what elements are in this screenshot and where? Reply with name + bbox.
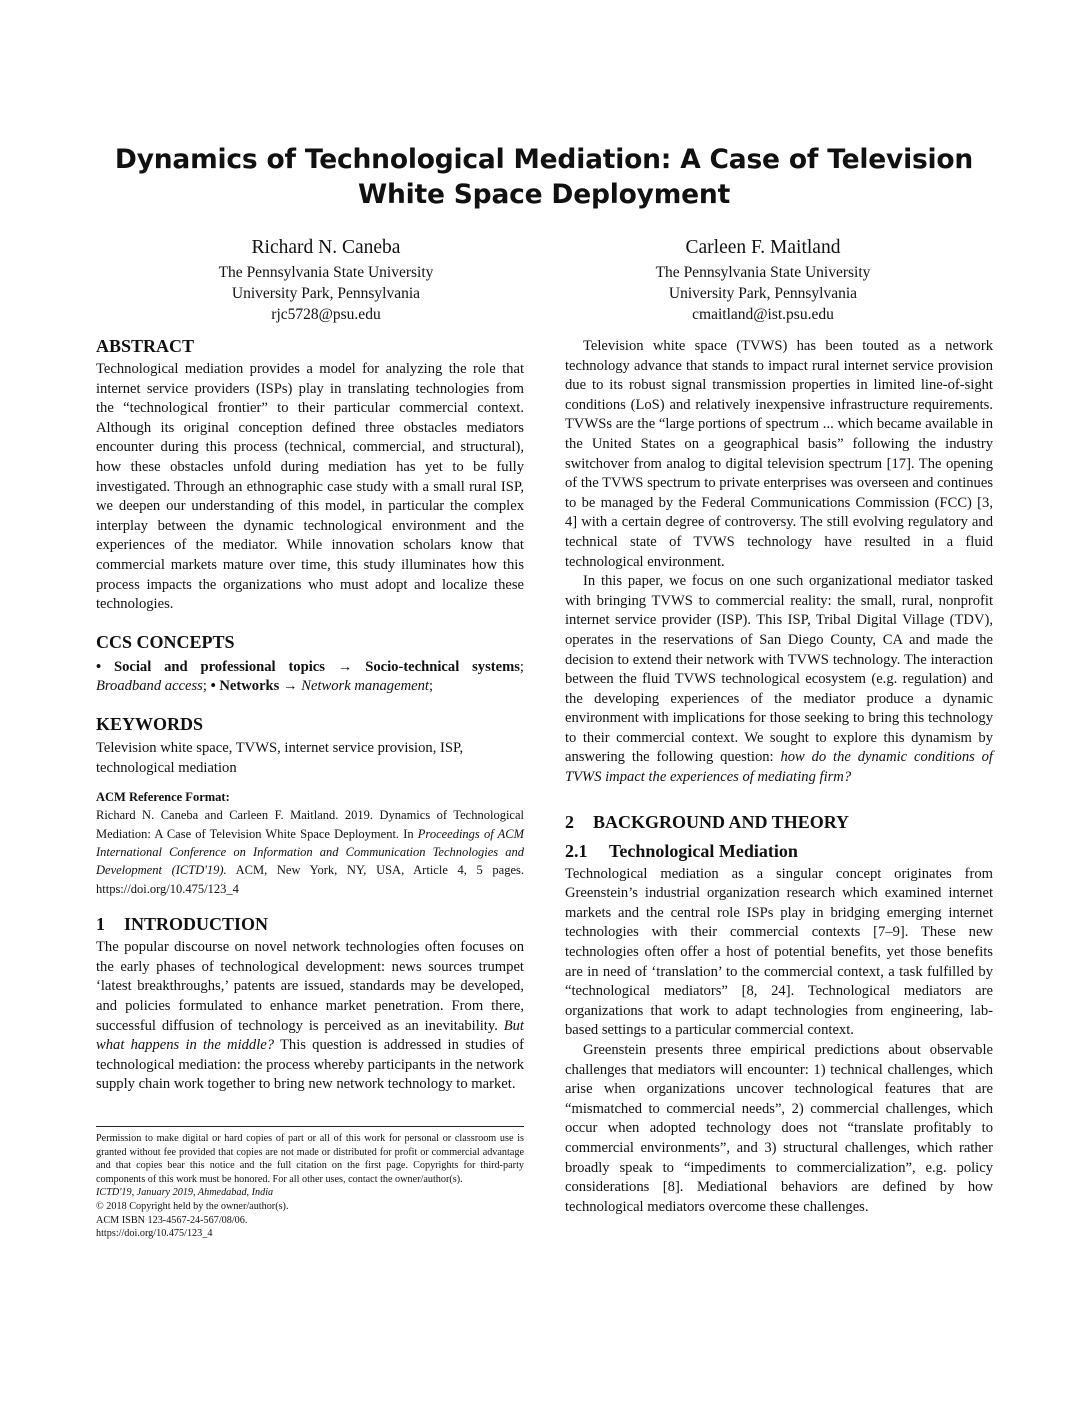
intro-text — [96, 938, 524, 1095]
acm-ref-heading: ACM Reference Format: — [96, 790, 230, 805]
intro-text-2: This question is addressed in studies of technological mediation: the process whereby participants in the network supply chain work together to bring new network technology to market. — [96, 1037, 524, 1093]
author-block-2 — [553, 234, 973, 325]
right-column — [565, 337, 993, 1217]
tech-mediation-heading — [565, 839, 993, 863]
ccs-sep: ; — [519, 658, 524, 675]
tech-mediation-paragraph-2: Greenstein presents three empirical predictions about observable challenges that mediators will encounter: 1) technical challenges, which arise when organizations uncover technological features that are “mismatched to commercial needs”, 2) commercial challenges, which occur when adopted technology does not “translate profitably to commercial environments”, and 3) structural challenges, which rather broadly speak to “impediments to commercialization”, e.g. policy considerations [8]. Mediational behaviors are defined by how technological mediators overcome these challenges. — [565, 1042, 993, 1215]
ccs-bullet: • — [210, 678, 216, 695]
ccs-heading: CCS CONCEPTS — [96, 631, 235, 652]
author-email[interactable]: rjc5728@psu.edu — [271, 306, 381, 323]
section-number: 1 — [96, 914, 105, 935]
author-location: University Park, Pennsylvania — [231, 285, 421, 302]
section-number: 2 — [565, 811, 574, 832]
ccs-concepts — [96, 658, 524, 697]
subsection-title: Technological Mediation — [609, 840, 798, 861]
keywords-heading: KEYWORDS — [96, 713, 204, 734]
author-name: Richard N. Caneba — [251, 237, 401, 258]
ccs-bullet: • — [96, 658, 102, 675]
acm-ref-part3: ACM, New York, NY, USA, Article 4, 5 pages. https://doi.org/10.475/123_4 — [96, 863, 524, 896]
copyright-footnote — [96, 1126, 524, 1241]
intro-question: But what happens in the middle? — [96, 1017, 524, 1054]
acm-ref-proceedings: Proceedings of ACM International Conference on Information and Communication Technologies and Development (ICTD'19). — [96, 826, 524, 878]
research-question: how do the dynamic conditions of TVWS impact the experiences of mediating firm? — [565, 749, 993, 786]
keywords-text: Television white space, TVWS, internet service provision, ISP, technological mediation — [96, 739, 464, 776]
paper-title — [96, 142, 992, 212]
conference-info: ICTD'19, January 2019, Ahmedabad, India — [96, 1187, 274, 1199]
ccs-item-1-target: Socio-technical systems — [365, 658, 520, 675]
background-heading — [565, 810, 993, 834]
ccs-sep: ; — [202, 678, 207, 695]
author-affiliation: The Pennsylvania State University — [218, 264, 434, 281]
author-location: University Park, Pennsylvania — [668, 285, 858, 302]
acm-ref-part1: Richard N. Caneba and Carleen F. Maitland. 2019. Dynamics of Technological Mediation: A Case of Television White Space Deployment. In — [96, 808, 524, 841]
subsection-number: 2.1 — [565, 840, 588, 861]
left-column — [96, 334, 524, 1095]
doi-link[interactable]: https://doi.org/10.475/123_4 — [96, 1228, 213, 1240]
ccs-sep: ; — [428, 678, 434, 695]
copyright-line: © 2018 Copyright held by the owner/author(s). — [96, 1200, 289, 1212]
ccs-item-1: Social and professional topics — [113, 658, 325, 675]
permission-notice: Permission to make digital or hard copies of part or all of this work for personal or classroom use is granted without fee provided that copies are not made or distributed for profit or commercial advantage and that copies bear this notice and the full citation on the first page. Copyrights for third-party components of this work must be honored. For all other uses, contact the owner/author(s). — [96, 1133, 524, 1185]
author-name: Carleen F. Maitland — [685, 237, 841, 258]
isbn-line: ACM ISBN 123-4567-24-567/08/06. — [96, 1214, 248, 1226]
acm-ref-text — [96, 806, 524, 898]
abstract-heading: ABSTRACT — [96, 336, 195, 356]
focus-text: In this paper, we focus on one such organizational mediator tasked with bringing TVWS to commercial reality: the small, rural, nonprofit internet service provider (ISP). This ISP, Tribal Digital Village (TDV), operates in the reservations of San Diego County, CA and made the decision to extend their network with TVWS technology. The interaction between the fluid TVWS technological ecosystem (e.g. regulation) and the developing experiences of the mediator produce a dynamic environment with implications for those seeking to bring this technology to their commercial context. We sought to explore this dynamism by answering the following question: — [565, 573, 993, 766]
author-affiliation: The Pennsylvania State University — [655, 264, 871, 281]
intro-heading — [96, 912, 524, 936]
ccs-item-2: Networks — [219, 678, 280, 695]
ccs-arrow: → — [283, 678, 298, 695]
ccs-item-2-target: Network management — [301, 678, 429, 695]
intro-paragraph-focus — [565, 572, 993, 788]
ccs-arrow: → — [337, 658, 353, 675]
author-email[interactable]: cmaitland@ist.psu.edu — [692, 306, 834, 323]
title-line-2: White Space Deployment — [357, 179, 731, 210]
tech-mediation-paragraph-1: Technological mediation as a singular concept originates from Greenstein’s industrial organization research which examined internet markets and the central role ISPs play in bridging emerging internet technologies with their commercial contexts [7–9]. These new technologies often offer a host of potential benefits, yet those benefits are in need of ‘translation’ to the commercial context, a task fulfilled by “technological mediators” [8, 24]. Technological mediators are organizations that work to adapt technologies from engineering, lab-based settings to a particular commercial context. — [565, 865, 993, 1039]
intro-paragraph-tvws: Television white space (TVWS) has been touted as a network technology advance that stands to impact rural internet service provision due to its robust signal transmission properties in limited line-of-sight conditions (LoS) and relatively inexpensive infrastructure requirements. TVWSs are the “large portions of spectrum ... which became available in the United States on a geographical basis” following the industry switchover from analog to digital television spectrum [17]. The opening of the TVWS spectrum to private enterprises was overseen and continues to be managed by the Federal Communications Commission (FCC) [3, 4] with a certain degree of controversy. The still evolving regulatory and technical state of TVWS technology have resulted in a fluid technological environment. — [565, 338, 993, 570]
intro-text-1: The popular discourse on novel network technologies often focuses on the early phases of technological development: news sources trumpet ‘latest breakthroughs,’ patents are issued, standards may be developed, and policies formulated to enhance market penetration. From there, successful diffusion of technology is perceived as an inevitability. — [96, 939, 524, 1034]
author-block-1 — [116, 234, 536, 325]
title-line-1: Dynamics of Technological Mediation: A Case of Television — [114, 144, 974, 175]
ccs-item-1-sub: Broadband access — [96, 678, 203, 695]
abstract-text: Technological mediation provides a model for analyzing the role that internet service providers (ISPs) play in translating technologies from the “technological frontier” to their particular commercial context. Although its original conception defined three obstacles mediators encounter during this process (technical, commercial, and structural), how these obstacles unfold during mediation has yet to be fully investigated. Through an ethnographic case study with a small rural ISP, we deepen our understanding of this model, in particular the complex interplay between the dynamic technological environment and the experiences of the mediator. While innovation scholars know that commercial markets mature over time, this study illuminates how this process impacts the organizations who must adopt and localize these technologies. — [96, 361, 524, 613]
section-title: INTRODUCTION — [124, 914, 269, 935]
section-title: BACKGROUND AND THEORY — [593, 811, 850, 832]
